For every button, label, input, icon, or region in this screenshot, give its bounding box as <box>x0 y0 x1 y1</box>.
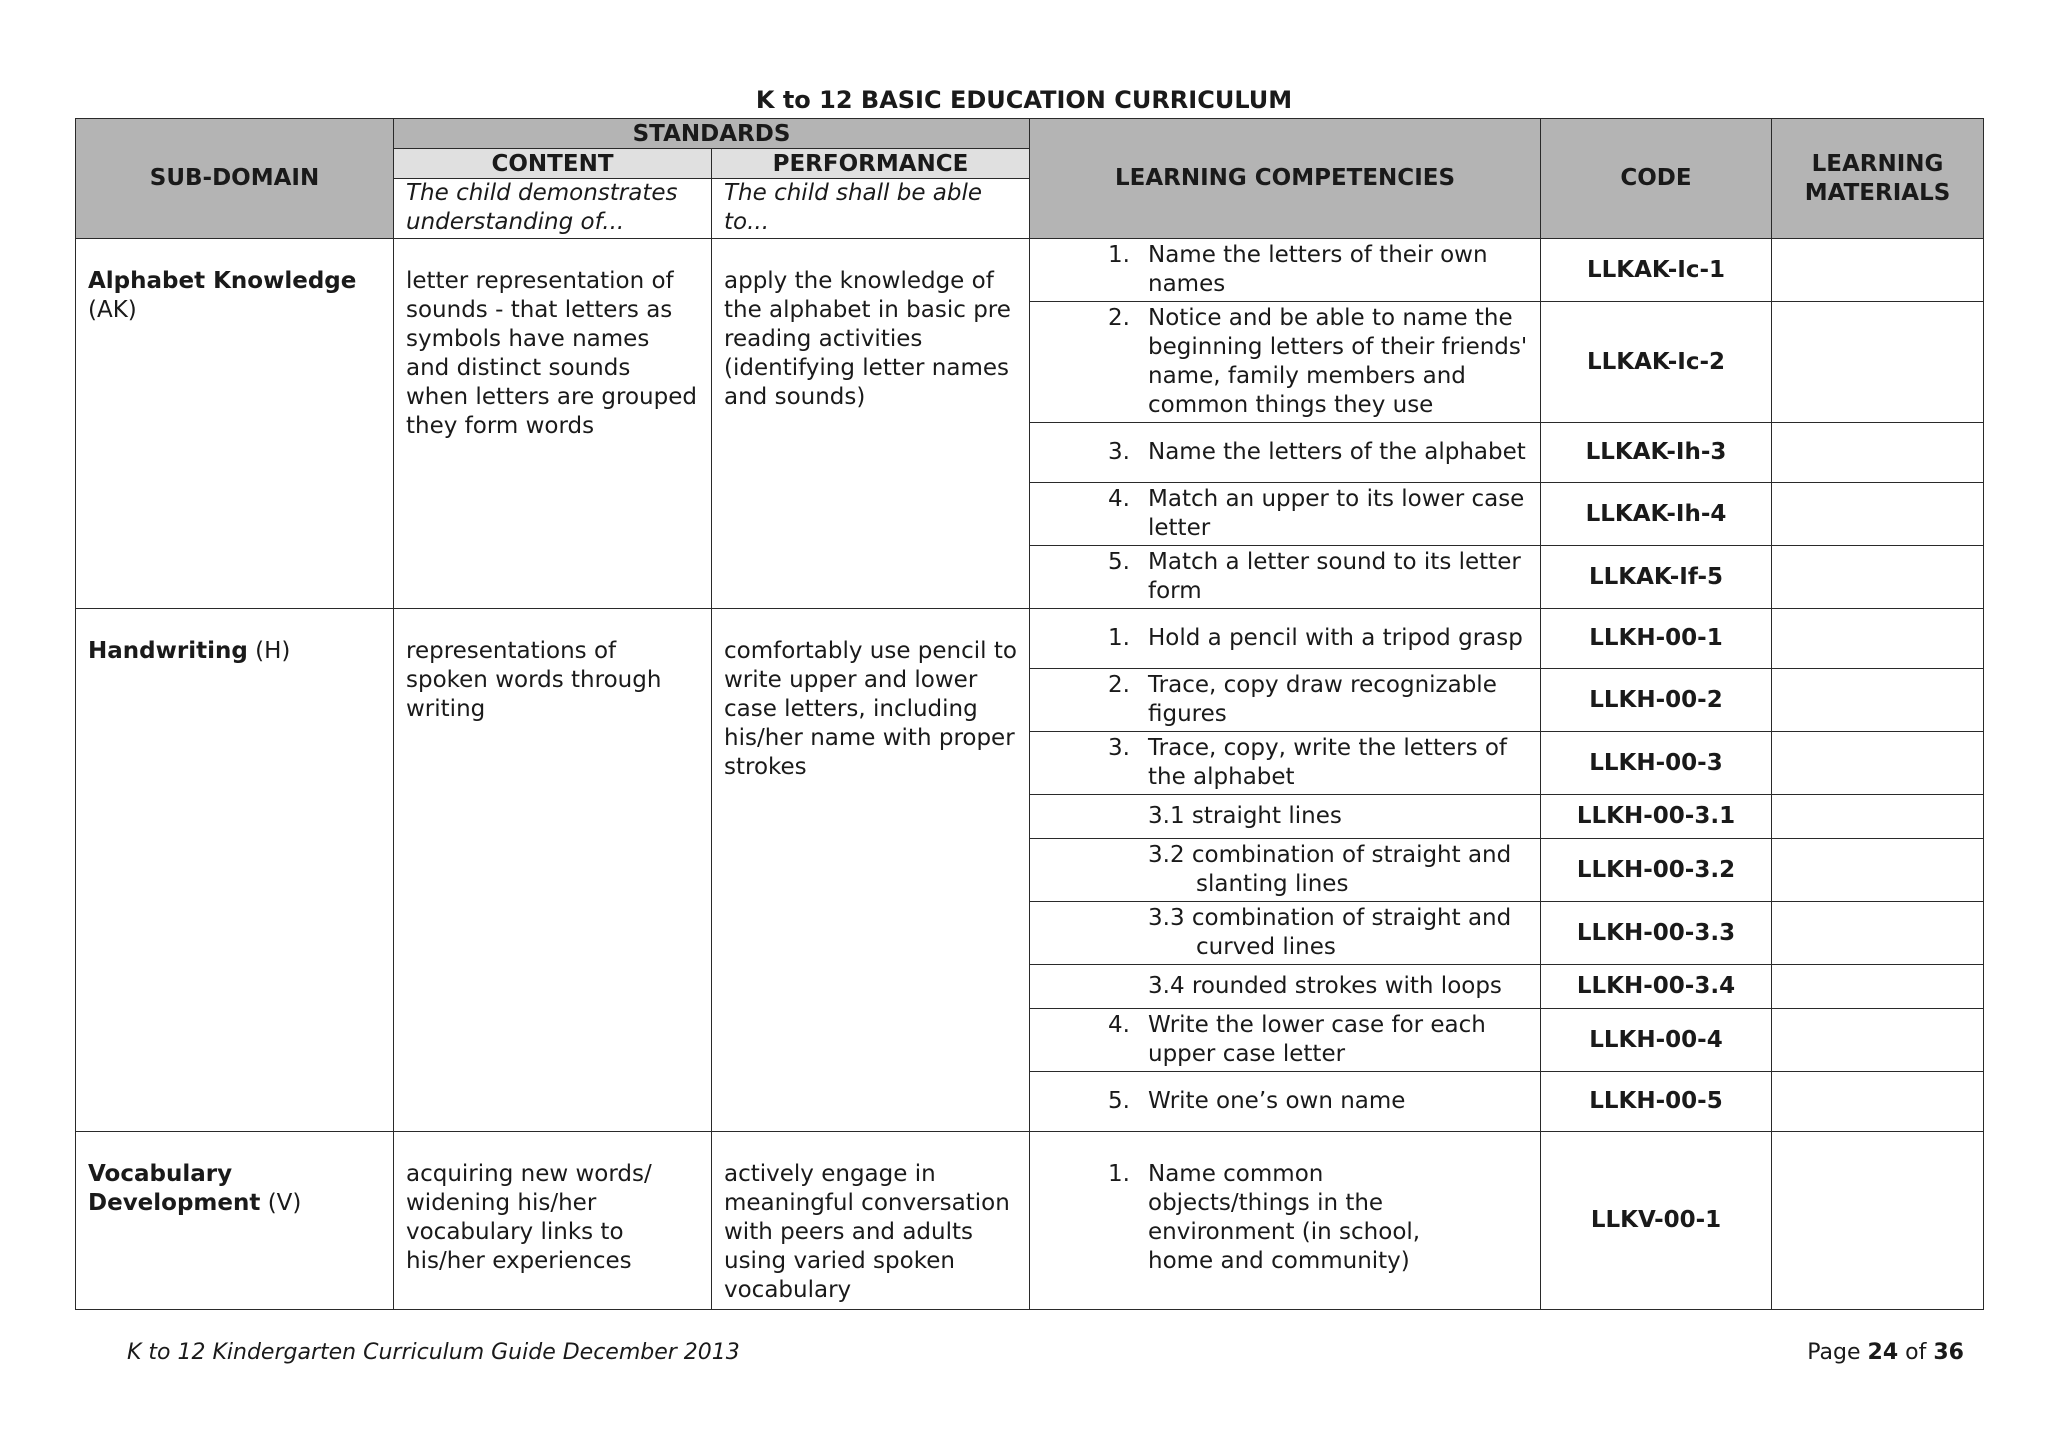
competency-code: LLKV-00-1 <box>1541 1132 1772 1310</box>
competency-code: LLKAK-If-5 <box>1541 546 1772 609</box>
learning-materials-cell <box>1772 669 1984 732</box>
competency-number: 4. <box>1108 1012 1130 1038</box>
page-of-label: of <box>1905 1340 1927 1365</box>
competency-code: LLKH-00-3.2 <box>1541 839 1772 902</box>
learning-materials-cell <box>1772 423 1984 483</box>
competency-sub-item <box>1030 795 1541 839</box>
competency <box>1030 1072 1541 1132</box>
subdomain-name: Alphabet Knowledge <box>88 268 357 294</box>
header-performance: PERFORMANCE <box>712 149 1030 179</box>
competency-number <box>1030 841 1148 899</box>
competency-text: Trace, copy draw recognizable figures <box>1148 672 1497 727</box>
performance-standard: apply the knowledge of the alphabet in basic pre reading activities (identifying letter names and sounds) <box>712 239 1030 609</box>
content-standard: acquiring new words/ widening his/her vocabulary links to his/her experiences <box>394 1132 712 1310</box>
competency-code: LLKH-00-3.3 <box>1541 902 1772 965</box>
competency-text: Name common objects/things in the environment (in school, home and community) <box>1148 1161 1421 1274</box>
competency-sub-item <box>1030 965 1541 1009</box>
competency-text: Trace, copy, write the letters of the alphabet <box>1148 735 1508 790</box>
competency-sub-item <box>1030 839 1541 902</box>
learning-materials-cell <box>1772 1009 1984 1072</box>
header-sub-domain: SUB-DOMAIN <box>76 119 394 239</box>
footer-guide-title: K to 12 Kindergarten Curriculum Guide December 2013 <box>127 1340 740 1365</box>
competency-code: LLKH-00-3.1 <box>1541 795 1772 839</box>
competency-text: 3.4 rounded strokes with loops <box>1148 973 1502 999</box>
learning-materials-cell <box>1772 1132 1984 1310</box>
competency-text: Name the letters of the alphabet <box>1148 439 1526 465</box>
subdomain-vocabulary-development <box>76 1132 394 1310</box>
competency <box>1030 302 1541 423</box>
competency-text: Write the lower case for each upper case letter <box>1148 1012 1486 1067</box>
competency-text: Write one’s own name <box>1148 1088 1406 1114</box>
competency-code: LLKAK-Ic-1 <box>1541 239 1772 302</box>
competency-code: LLKH-00-1 <box>1541 609 1772 669</box>
subdomain-name: Handwriting <box>88 638 248 664</box>
competency <box>1030 1132 1541 1310</box>
curriculum-table <box>75 118 1984 1310</box>
competency-text: Match an upper to its lower case letter <box>1148 486 1525 541</box>
competency-code: LLKH-00-2 <box>1541 669 1772 732</box>
competency-code: LLKAK-Ih-3 <box>1541 423 1772 483</box>
header-performance-sub: The child shall be able to... <box>712 179 1030 239</box>
page-current: 24 <box>1867 1340 1899 1365</box>
header-learning-competencies: LEARNING COMPETENCIES <box>1030 119 1541 239</box>
competency-text: 3.2 combination of straight and slanting lines <box>1148 842 1512 897</box>
performance-standard: comfortably use pencil to write upper and lower case letters, including his/her name with proper strokes <box>712 609 1030 1132</box>
performance-standard: actively engage in meaningful conversation with peers and adults using varied spoken vocabulary <box>712 1132 1030 1310</box>
competency-text: Notice and be able to name the beginning letters of their friends' name, family members and common things they use <box>1148 305 1528 418</box>
table-row <box>76 609 1984 669</box>
learning-materials-cell <box>1772 546 1984 609</box>
competency <box>1030 669 1541 732</box>
competency-text: Hold a pencil with a tripod grasp <box>1148 625 1523 651</box>
competency-number: 1. <box>1108 625 1130 651</box>
learning-materials-cell <box>1772 239 1984 302</box>
learning-materials-cell <box>1772 732 1984 795</box>
competency-text: 3.1 straight lines <box>1148 803 1342 829</box>
learning-materials-cell <box>1772 839 1984 902</box>
header-code: CODE <box>1541 119 1772 239</box>
competency-sub-item <box>1030 902 1541 965</box>
competency-code: LLKH-00-3 <box>1541 732 1772 795</box>
competency <box>1030 732 1541 795</box>
competency-code: LLKH-00-5 <box>1541 1072 1772 1132</box>
competency-number: 2. <box>1108 672 1130 698</box>
competency-number: 5. <box>1108 1088 1130 1114</box>
document-title: K to 12 BASIC EDUCATION CURRICULUM <box>755 86 1293 114</box>
subdomain-handwriting <box>76 609 394 1132</box>
competency <box>1030 483 1541 546</box>
learning-materials-cell <box>1772 902 1984 965</box>
subdomain-abbr: (V) <box>267 1190 302 1216</box>
header-learning-materials: LEARNING MATERIALS <box>1772 119 1984 239</box>
learning-materials-cell <box>1772 1072 1984 1132</box>
learning-materials-cell <box>1772 965 1984 1009</box>
competency <box>1030 609 1541 669</box>
competency-number: 4. <box>1108 486 1130 512</box>
content-standard: representations of spoken words through writing <box>394 609 712 1132</box>
header-standards: STANDARDS <box>394 119 1030 149</box>
competency-code: LLKAK-Ic-2 <box>1541 302 1772 423</box>
learning-materials-cell <box>1772 483 1984 546</box>
subdomain-abbr: (H) <box>255 638 291 664</box>
learning-materials-cell <box>1772 795 1984 839</box>
competency-number <box>1030 972 1148 1001</box>
subdomain-abbr: (AK) <box>88 297 137 323</box>
competency <box>1030 546 1541 609</box>
header-content-sub: The child demonstrates understanding of... <box>394 179 712 239</box>
subdomain-alphabet-knowledge <box>76 239 394 609</box>
competency-number: 2. <box>1108 305 1130 331</box>
header-content: CONTENT <box>394 149 712 179</box>
competency-number <box>1030 802 1148 831</box>
competency-text: Match a letter sound to its letter form <box>1148 549 1521 604</box>
content-standard: letter representation of sounds - that letters as symbols have names and distinct sounds when letters are grouped they form words <box>394 239 712 609</box>
competency-text: 3.3 combination of straight and curved lines <box>1148 905 1512 960</box>
competency-code: LLKH-00-4 <box>1541 1009 1772 1072</box>
page-total: 36 <box>1933 1340 1964 1365</box>
competency-number <box>1030 904 1148 962</box>
competency <box>1030 1009 1541 1072</box>
competency <box>1030 423 1541 483</box>
learning-materials-cell <box>1772 302 1984 423</box>
competency <box>1030 239 1541 302</box>
competency-number: 3. <box>1108 735 1130 761</box>
table-row <box>76 239 1984 302</box>
subdomain-name: Vocabulary Development <box>88 1161 261 1216</box>
competency-code: LLKAK-Ih-4 <box>1541 483 1772 546</box>
learning-materials-cell <box>1772 609 1984 669</box>
table-row <box>76 1132 1984 1310</box>
competency-code: LLKH-00-3.4 <box>1541 965 1772 1009</box>
competency-number: 3. <box>1108 439 1130 465</box>
competency-number: 1. <box>1108 1161 1130 1187</box>
page-label: Page <box>1807 1340 1861 1365</box>
competency-text: Name the letters of their own names <box>1148 242 1488 297</box>
competency-number: 1. <box>1108 242 1130 268</box>
competency-number: 5. <box>1108 549 1130 575</box>
page-number <box>1807 1340 1964 1365</box>
